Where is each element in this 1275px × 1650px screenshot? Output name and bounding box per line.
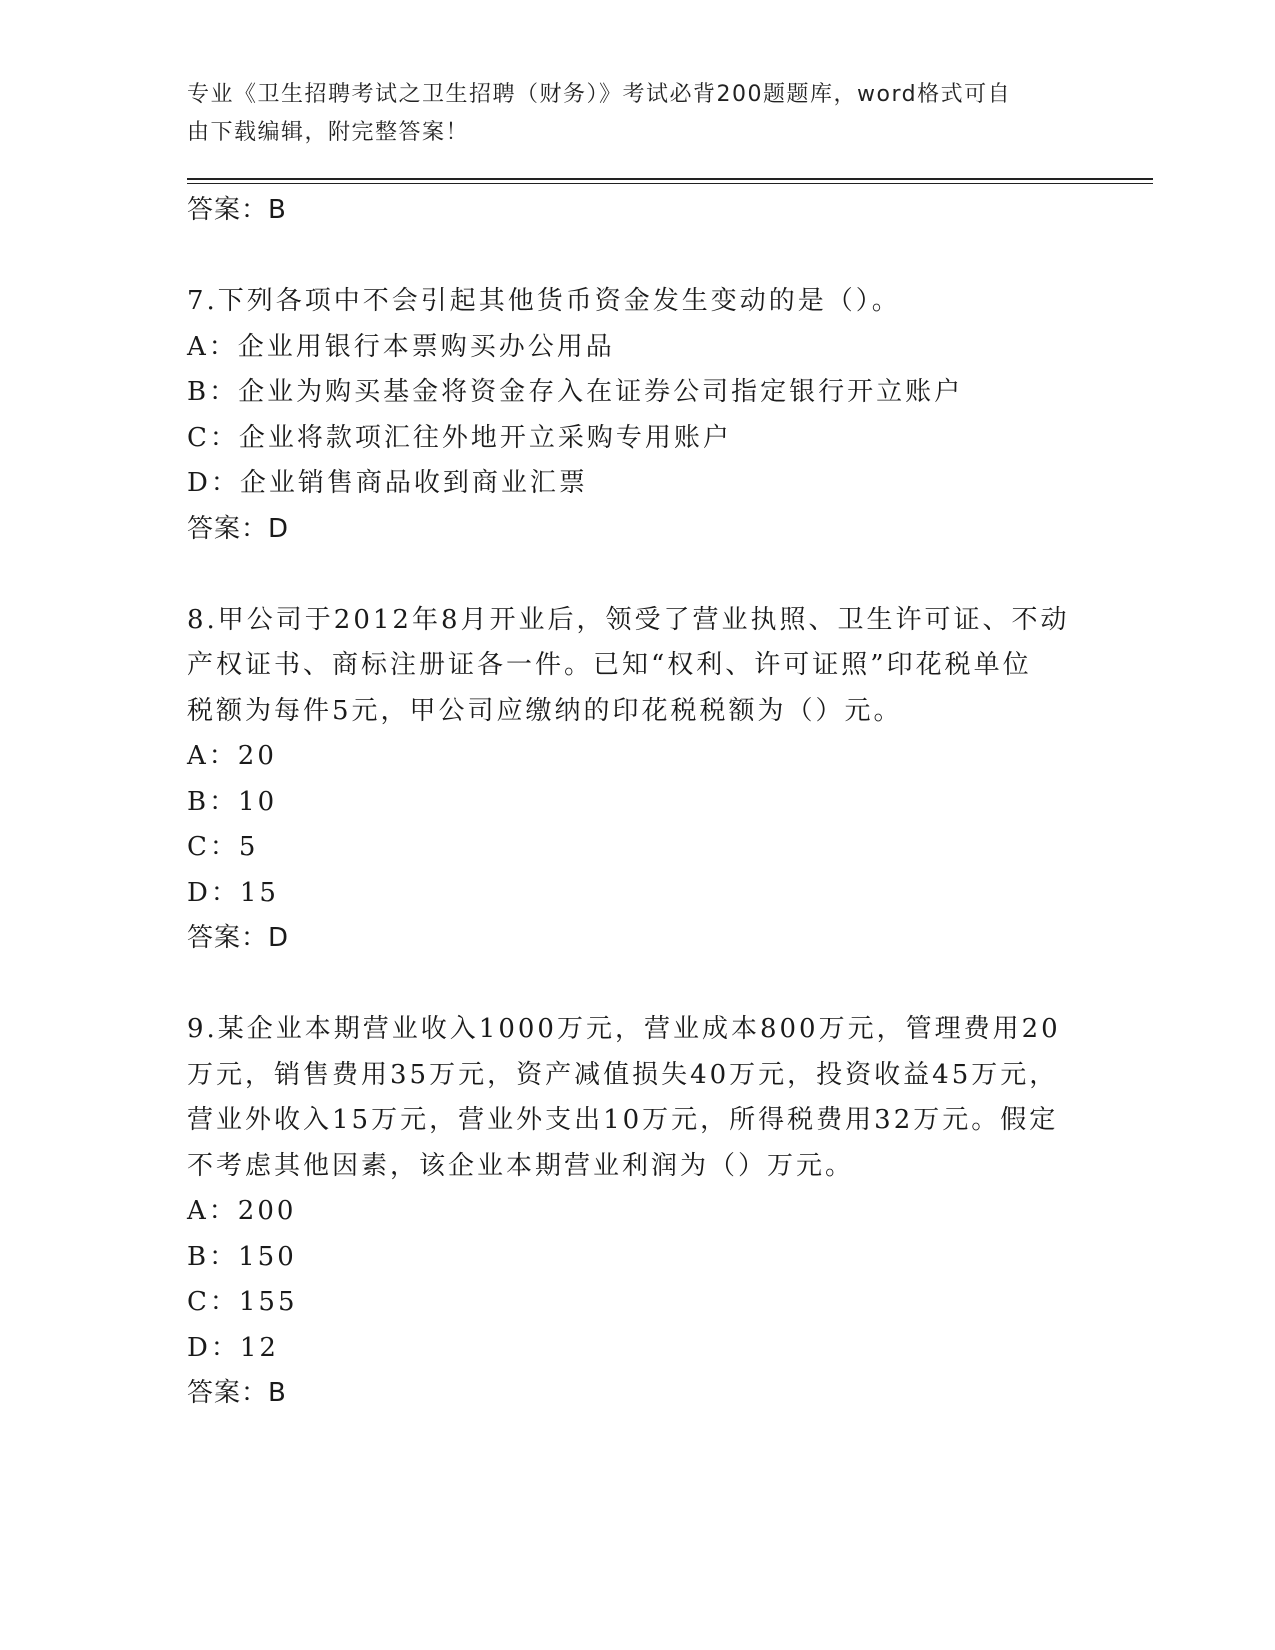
document-header [187,76,1067,152]
option-c: C：企业将款项汇往外地开立采购专用账户 [187,422,732,453]
header-line-2: 由下载编辑，附完整答案！ [187,120,470,145]
option-b: B：10 [187,786,278,817]
question-list [187,188,1087,1417]
question-stem: 税额为每件5元，甲公司应缴纳的印花税税额为（）元。 [187,695,903,726]
answer-line: 答案：D [187,513,290,544]
answer-line: 答案：B [187,1378,287,1408]
header-divider-thin [187,183,1153,184]
option-a: A：企业用银行本票购买办公用品 [187,331,615,362]
question-stem: 营业外收入15万元，营业外支出10万元，所得税费用32万元。假定 [187,1105,1059,1135]
question-8 [187,598,1087,962]
question-stem: 产权证书、商标注册证各一件。已知“权利、许可证照”印花税单位 [187,650,1032,680]
option-a: A：20 [187,741,277,771]
question-7 [187,279,1087,552]
option-b: B：企业为购买基金将资金存入在证券公司指定银行开立账户 [187,377,964,407]
option-a: A：200 [187,1196,297,1226]
option-c: C：5 [187,832,259,862]
header-divider-thick [187,178,1153,180]
option-b: B：150 [187,1241,297,1272]
option-d: D：15 [187,877,279,908]
header-line-1: 专业《卫生招聘考试之卫生招聘（财务）》考试必背200题题库，word格式可自 [187,82,1012,107]
question-stem: 8.甲公司于2012年8月开业后，领受了营业执照、卫生许可证、不动 [187,604,1070,635]
question-9 [187,1007,1087,1417]
question-stem: 万元，销售费用35万元，资产减值损失40万元，投资收益45万元， [187,1059,1059,1090]
answer-line: 答案：B [187,195,287,225]
question-stem: 9.某企业本期营业收入1000万元，营业成本800万元，管理费用20 [187,1014,1061,1044]
question-stem: 7.下列各项中不会引起其他货币资金发生变动的是（）。 [187,286,901,316]
question-stem: 不考虑其他因素，该企业本期营业利润为（）万元。 [187,1150,855,1181]
answer-line: 答案：D [187,923,290,953]
option-d: D：12 [187,1332,279,1363]
option-d: D：企业销售商品收到商业汇票 [187,468,588,498]
option-c: C：155 [187,1287,298,1317]
